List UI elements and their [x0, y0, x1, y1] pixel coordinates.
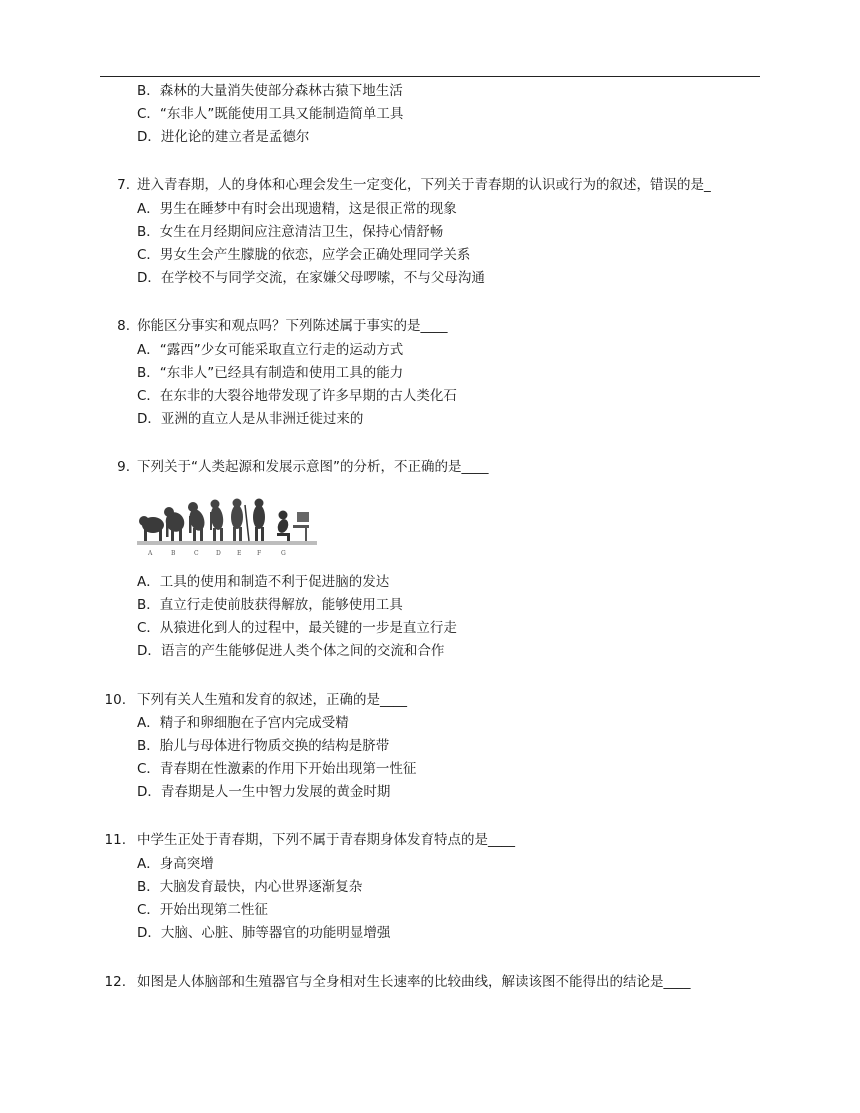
evolution-stage-c-figure — [187, 502, 207, 541]
q9-stem: 下列关于“人类起源和发展示意图”的分析，不正确的是____ — [137, 459, 489, 475]
evolution-stage-b-figure — [162, 507, 188, 541]
evolution-stage-d-figure — [209, 500, 224, 542]
figure-label-b: B — [171, 550, 176, 557]
figure-label-e: E — [237, 550, 242, 557]
q11-stem: 中学生正处于青春期，下列不属于青春期身体发育特点的是____ — [137, 832, 515, 848]
header-rule — [100, 76, 760, 77]
q7-number: 7. — [117, 177, 130, 193]
evolution-stage-g-figure — [276, 511, 309, 542]
q11-option-c: C．开始出现第二性征 — [137, 902, 268, 918]
q9-option-b: B．直立行走使前肢获得解放，能够使用工具 — [137, 597, 403, 613]
figure-label-a: A — [148, 550, 153, 557]
q10-option-c: C．青春期在性激素的作用下开始出现第一性征 — [137, 761, 417, 777]
q7-option-a: A．男生在睡梦中有时会出现遗精，这是很正常的现象 — [137, 201, 457, 217]
q10-option-a: A．精子和卵细胞在子宫内完成受精 — [137, 715, 349, 731]
q6-option-c: C．“东非人”既能使用工具又能制造简单工具 — [137, 106, 404, 122]
q8-option-b: B．“东非人”已经具有制造和使用工具的能力 — [137, 365, 404, 381]
evolution-stage-f-figure — [253, 499, 265, 542]
q10-number: 10. — [104, 692, 126, 708]
q11-option-a: A．身高突增 — [137, 856, 214, 872]
human-evolution-figure — [137, 495, 317, 561]
q12-stem: 如图是人体脑部和生殖器官与全身相对生长速率的比较曲线，解读该图不能得出的结论是____ — [137, 974, 691, 990]
evolution-stage-a-figure — [139, 516, 164, 541]
q8-option-d: D．亚洲的直立人是从非洲迁徙过来的 — [137, 411, 364, 427]
figure-label-d: D — [216, 550, 221, 557]
q11-option-b: B．大脑发育最快，内心世界逐渐复杂 — [137, 879, 363, 895]
q8-option-c: C．在东非的大裂谷地带发现了许多早期的古人类化石 — [137, 388, 457, 404]
q9-option-d: D．语言的产生能够促进人类个体之间的交流和合作 — [137, 643, 445, 659]
q7-option-c: C．男女生会产生朦胧的依恋，应学会正确处理同学关系 — [137, 247, 471, 263]
q11-number: 11. — [104, 832, 126, 848]
q12-number: 12. — [104, 974, 126, 990]
q8-number: 8. — [117, 318, 130, 334]
q10-stem: 下列有关人生殖和发育的叙述，正确的是____ — [137, 692, 407, 708]
figure-stage-labels — [147, 550, 286, 557]
figure-label-g: G — [281, 550, 286, 557]
q10-option-d: D．青春期是人一生中智力发展的黄金时期 — [137, 784, 391, 800]
q9-number: 9. — [117, 459, 130, 475]
figure-label-f: F — [257, 550, 262, 557]
q9-option-c: C．从猿进化到人的过程中，最关键的一步是直立行走 — [137, 620, 457, 636]
figure-label-c: C — [194, 550, 199, 557]
q7-option-d: D．在学校不与同学交流，在家嫌父母啰嗦，不与父母沟通 — [137, 270, 485, 286]
q7-stem: 进入青春期，人的身体和心理会发生一定变化，下列关于青春期的认识或行为的叙述，错误的是_ — [137, 177, 711, 193]
q7-option-b: B．女生在月经期间应注意清洁卫生，保持心情舒畅 — [137, 224, 444, 240]
evolution-stage-e-figure — [231, 499, 249, 542]
q9-option-a: A．工具的使用和制造不利于促进脑的发达 — [137, 574, 390, 590]
q6-option-b: B．森林的大量消失使部分森林古猿下地生活 — [137, 83, 403, 99]
q8-option-a: A．“露西”少女可能采取直立行走的运动方式 — [137, 342, 404, 358]
q8-stem: 你能区分事实和观点吗？下列陈述属于事实的是____ — [137, 318, 448, 334]
figure-ground — [137, 541, 317, 545]
q10-option-b: B．胎儿与母体进行物质交换的结构是脐带 — [137, 738, 390, 754]
q6-option-d: D．进化论的建立者是孟德尔 — [137, 129, 310, 145]
q11-option-d: D．大脑、心脏、肺等器官的功能明显增强 — [137, 925, 391, 941]
